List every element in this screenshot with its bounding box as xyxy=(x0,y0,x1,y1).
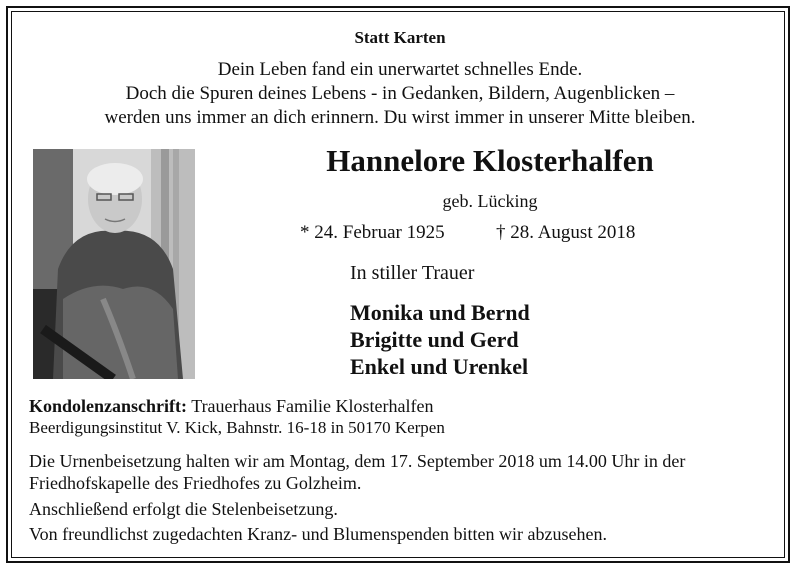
deceased-name: Hannelore Klosterhalfen xyxy=(326,143,654,178)
family-line-3: Enkel und Urenkel xyxy=(350,354,529,379)
funeral-home: Beerdigungsinstitut V. Kick, Bahnstr. 16-18 in 50170 Kerpen xyxy=(29,418,445,437)
portrait-image xyxy=(33,149,195,379)
mourning-intro: In stiller Trauer xyxy=(350,262,475,284)
birth-date: * 24. Februar 1925 xyxy=(300,222,445,243)
condolence-address: Trauerhaus Familie Klosterhalfen xyxy=(191,396,434,416)
birth-name: geb. Lücking xyxy=(442,191,538,211)
flowers-notice: Von freundlichst zugedachten Kranz- und Blumenspenden bitten wir abzusehen. xyxy=(29,524,607,544)
family-line-2: Brigitte und Gerd xyxy=(350,327,519,352)
death-date: † 28. August 2018 xyxy=(496,222,636,243)
urn-notice-line-1: Die Urnenbeisetzung halten wir am Montag, dem 17. September 2018 um 14.00 Uhr in der xyxy=(29,451,686,471)
condolence-line xyxy=(29,396,433,417)
stele-notice: Anschließend erfolgt die Stelenbeisetzung. xyxy=(29,499,338,519)
condolence-label: Kondolenzanschrift: xyxy=(29,396,188,416)
verse-line-3: werden uns immer an dich erinnern. Du wirst immer in unserer Mitte bleiben. xyxy=(104,107,696,128)
header-title: Statt Karten xyxy=(354,28,446,47)
portrait-photo xyxy=(33,149,195,379)
verse-line-2: Doch die Spuren deines Lebens - in Gedanken, Bildern, Augenblicken – xyxy=(125,83,675,104)
verse-line-1: Dein Leben fand ein unerwartet schnelles Ende. xyxy=(217,59,583,80)
urn-notice-line-2: Friedhofskapelle des Friedhofes zu Golzheim. xyxy=(29,473,362,493)
family-line-1: Monika und Bernd xyxy=(350,300,530,325)
